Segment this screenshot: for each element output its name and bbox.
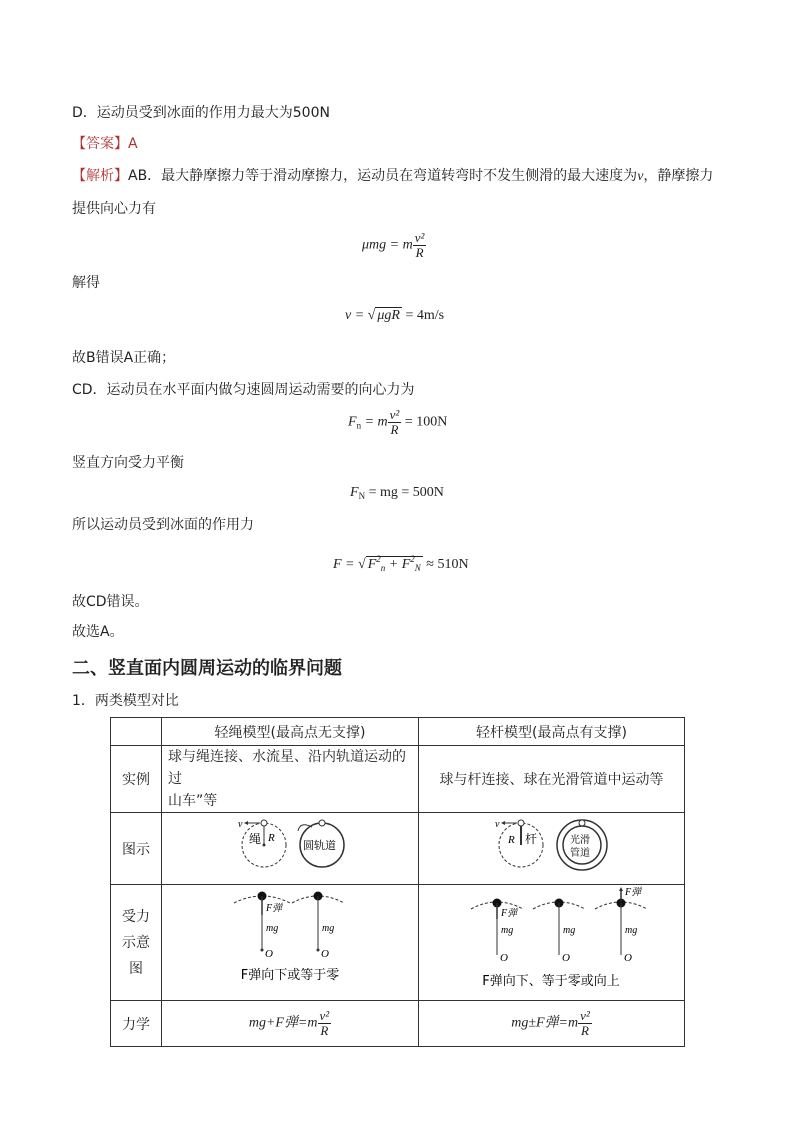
track-ball bbox=[319, 820, 325, 826]
rope-force-o-dot-2 bbox=[317, 949, 320, 952]
eq1-fraction bbox=[413, 231, 427, 260]
tube-ball bbox=[579, 820, 585, 826]
analysis-line-2: 提供向心力有 bbox=[72, 201, 156, 217]
rope-force-diagram bbox=[162, 885, 418, 996]
tube-label-2: 管道 bbox=[570, 848, 590, 859]
rod-v-label: v bbox=[495, 819, 500, 830]
rope-ball bbox=[261, 820, 267, 826]
eq3-left: F bbox=[348, 414, 357, 430]
rod-o-label-1: O bbox=[500, 952, 508, 964]
rod-force-cell bbox=[419, 885, 685, 1001]
eq3-right: = 100N bbox=[401, 414, 448, 430]
rod-mech-num: v² bbox=[580, 1008, 590, 1023]
conclusion-b: 故B错误A正确； bbox=[72, 350, 176, 366]
equation-resultant: F = √ $F^2_n + F^2_N \approx 510N$ bbox=[333, 554, 469, 573]
option-d: D．运动员受到冰面的作用力最大为500N bbox=[72, 105, 330, 121]
model-comparison-table bbox=[110, 717, 685, 1047]
eq3-den: R bbox=[390, 422, 399, 437]
row-label-example: 实例 bbox=[111, 746, 162, 813]
table-row-mechanics bbox=[111, 1001, 685, 1047]
analysis-line-1 bbox=[72, 167, 713, 186]
eq3-fraction bbox=[388, 408, 402, 437]
eq5-left: F = bbox=[333, 557, 358, 572]
table-header-row bbox=[111, 718, 685, 746]
rope-mech-left: mg+F弹=m bbox=[248, 1015, 318, 1031]
eq3-num: v² bbox=[389, 407, 400, 422]
section-heading: 二、竖直面内圆周运动的临界问题 bbox=[72, 658, 342, 679]
rope-rope-label: 绳 bbox=[249, 832, 262, 846]
eq5-a-sup: 2 bbox=[376, 554, 381, 564]
eq2-root: μgR bbox=[377, 308, 400, 323]
rod-mech-fraction bbox=[578, 1009, 592, 1038]
rod-mech-den: R bbox=[580, 1023, 589, 1038]
rod-rod-label: 杆 bbox=[525, 832, 538, 846]
rope-example-line-2: 山车”等 bbox=[168, 793, 218, 809]
table-row-example bbox=[111, 746, 685, 813]
analysis-text-1-end: ，静摩擦力 bbox=[643, 168, 714, 184]
eq5-a-sub: n bbox=[380, 563, 386, 573]
rope-r-label: R bbox=[268, 832, 275, 844]
eq2-left: v = bbox=[345, 308, 368, 323]
vertical-balance: 竖直方向受力平衡 bbox=[72, 455, 184, 471]
solve-text: 解得 bbox=[72, 275, 100, 291]
section-subheading: 1．两类模型对比 bbox=[72, 693, 179, 709]
row-label-mechanics: 力学 bbox=[111, 1001, 162, 1047]
rod-ball bbox=[518, 820, 524, 826]
rope-arrow-head bbox=[244, 821, 248, 825]
row-label-diagram: 图示 bbox=[111, 813, 162, 885]
eq5-root bbox=[366, 556, 423, 572]
rod-o-label-2: O bbox=[562, 952, 570, 964]
eq5-plus: + F bbox=[385, 557, 411, 572]
tube-label-1: 光滑 bbox=[570, 835, 590, 846]
rod-ftan-label-1: F弹 bbox=[501, 908, 518, 919]
rope-ftan-label-1: F弹 bbox=[266, 903, 283, 914]
rope-mechanics bbox=[162, 1001, 419, 1047]
rod-arrow-head bbox=[501, 821, 505, 825]
rope-mech-fraction bbox=[318, 1009, 332, 1038]
rope-force-o-dot-1 bbox=[261, 949, 264, 952]
rod-r-label: R bbox=[508, 834, 515, 846]
rope-o-label-1: O bbox=[265, 948, 273, 960]
rod-force-arrow-up-head bbox=[619, 887, 623, 891]
eq5-a: F bbox=[367, 557, 377, 572]
eq4-left: F bbox=[350, 485, 359, 500]
rope-v-label: v bbox=[238, 819, 243, 830]
equation-normal-force bbox=[350, 485, 444, 501]
table-row-diagram bbox=[111, 813, 685, 885]
analysis-text-1: AB．最大静摩擦力等于滑动摩擦力，运动员在弯道转弯时不发生侧滑的最大速度为 bbox=[128, 168, 638, 184]
analysis-var-v: v bbox=[637, 169, 644, 184]
rope-o-label-2: O bbox=[321, 948, 329, 960]
rod-example: 球与杆连接、球在光滑管道中运动等 bbox=[419, 746, 685, 813]
rope-diagram bbox=[162, 813, 418, 880]
rope-force-cell bbox=[162, 885, 419, 1001]
rod-force-diagram bbox=[419, 885, 684, 996]
eq3-mid: = m bbox=[361, 414, 388, 430]
rope-mg-label-2: mg bbox=[322, 923, 335, 934]
rope-example-line-1: 球与绳连接、水流星、沿内轨道运动的过 bbox=[168, 749, 406, 787]
rope-mech-num: v² bbox=[319, 1008, 330, 1023]
final-choice: 故选A。 bbox=[72, 624, 124, 640]
force-label-2: 示意 bbox=[122, 934, 150, 951]
track-label: 圆轨道 bbox=[303, 839, 336, 852]
rope-center bbox=[263, 844, 266, 847]
answer-label: 【答案】 bbox=[72, 136, 128, 152]
rod-ftan-label-3: F弹 bbox=[625, 887, 642, 898]
row-label-force bbox=[111, 885, 162, 1001]
eq4-sub: N bbox=[358, 491, 366, 501]
analysis-label: 【解析】 bbox=[72, 168, 128, 184]
so-text: 所以运动员受到冰面的作用力 bbox=[72, 517, 254, 533]
rod-o-label-3: O bbox=[624, 952, 632, 964]
rod-mech-left: mg±F弹=m bbox=[511, 1015, 579, 1031]
force-label-1: 受力 bbox=[122, 908, 150, 925]
eq5-right: ≈ 510N bbox=[422, 557, 469, 572]
rod-mg-label-3: mg bbox=[625, 925, 638, 936]
header-rod-model: 轻杆模型(最高点有支撑) bbox=[419, 718, 685, 746]
rod-mg-label-1: mg bbox=[501, 925, 514, 936]
rod-diagram-cell bbox=[419, 813, 685, 885]
force-label-3: 图 bbox=[129, 960, 143, 977]
eq1-den: R bbox=[415, 245, 424, 260]
rod-mg-label-2: mg bbox=[563, 925, 576, 936]
eq1-num: v² bbox=[414, 230, 425, 245]
rope-force-note: F弹向下或等于零 bbox=[240, 968, 340, 983]
conclusion-cd: 故CD错误。 bbox=[72, 594, 149, 610]
eq5-b-sub: N bbox=[414, 563, 421, 573]
rope-diagram-cell bbox=[162, 813, 419, 885]
equation-velocity: v = √ μgR = 4m/s bbox=[345, 308, 445, 323]
rope-mech-den: R bbox=[320, 1023, 329, 1038]
eq2-right: = 4m/s bbox=[401, 308, 445, 323]
eq4-right: = mg = 500N bbox=[365, 485, 444, 500]
rope-mg-label-1: mg bbox=[266, 923, 279, 934]
rod-mechanics bbox=[419, 1001, 685, 1047]
rod-force-note: F弹向下、等于零或向上 bbox=[482, 974, 620, 989]
answer-line bbox=[72, 135, 138, 153]
rope-example bbox=[162, 746, 419, 813]
eq3-sub: n bbox=[356, 420, 362, 431]
cd-intro: CD．运动员在水平面内做匀速圆周运动需要的向心力为 bbox=[72, 382, 415, 398]
header-rope-model: 轻绳模型(最高点无支撑) bbox=[162, 718, 419, 746]
equation-centripetal-friction bbox=[362, 231, 426, 260]
eq1-left: μmg = m bbox=[362, 237, 413, 253]
rod-diagram bbox=[419, 813, 684, 880]
eq5-b-sup: 2 bbox=[410, 554, 415, 564]
table-row-force bbox=[111, 885, 685, 1001]
table-corner bbox=[111, 718, 162, 746]
answer-value: A bbox=[128, 136, 138, 152]
equation-centripetal-force bbox=[348, 408, 447, 437]
